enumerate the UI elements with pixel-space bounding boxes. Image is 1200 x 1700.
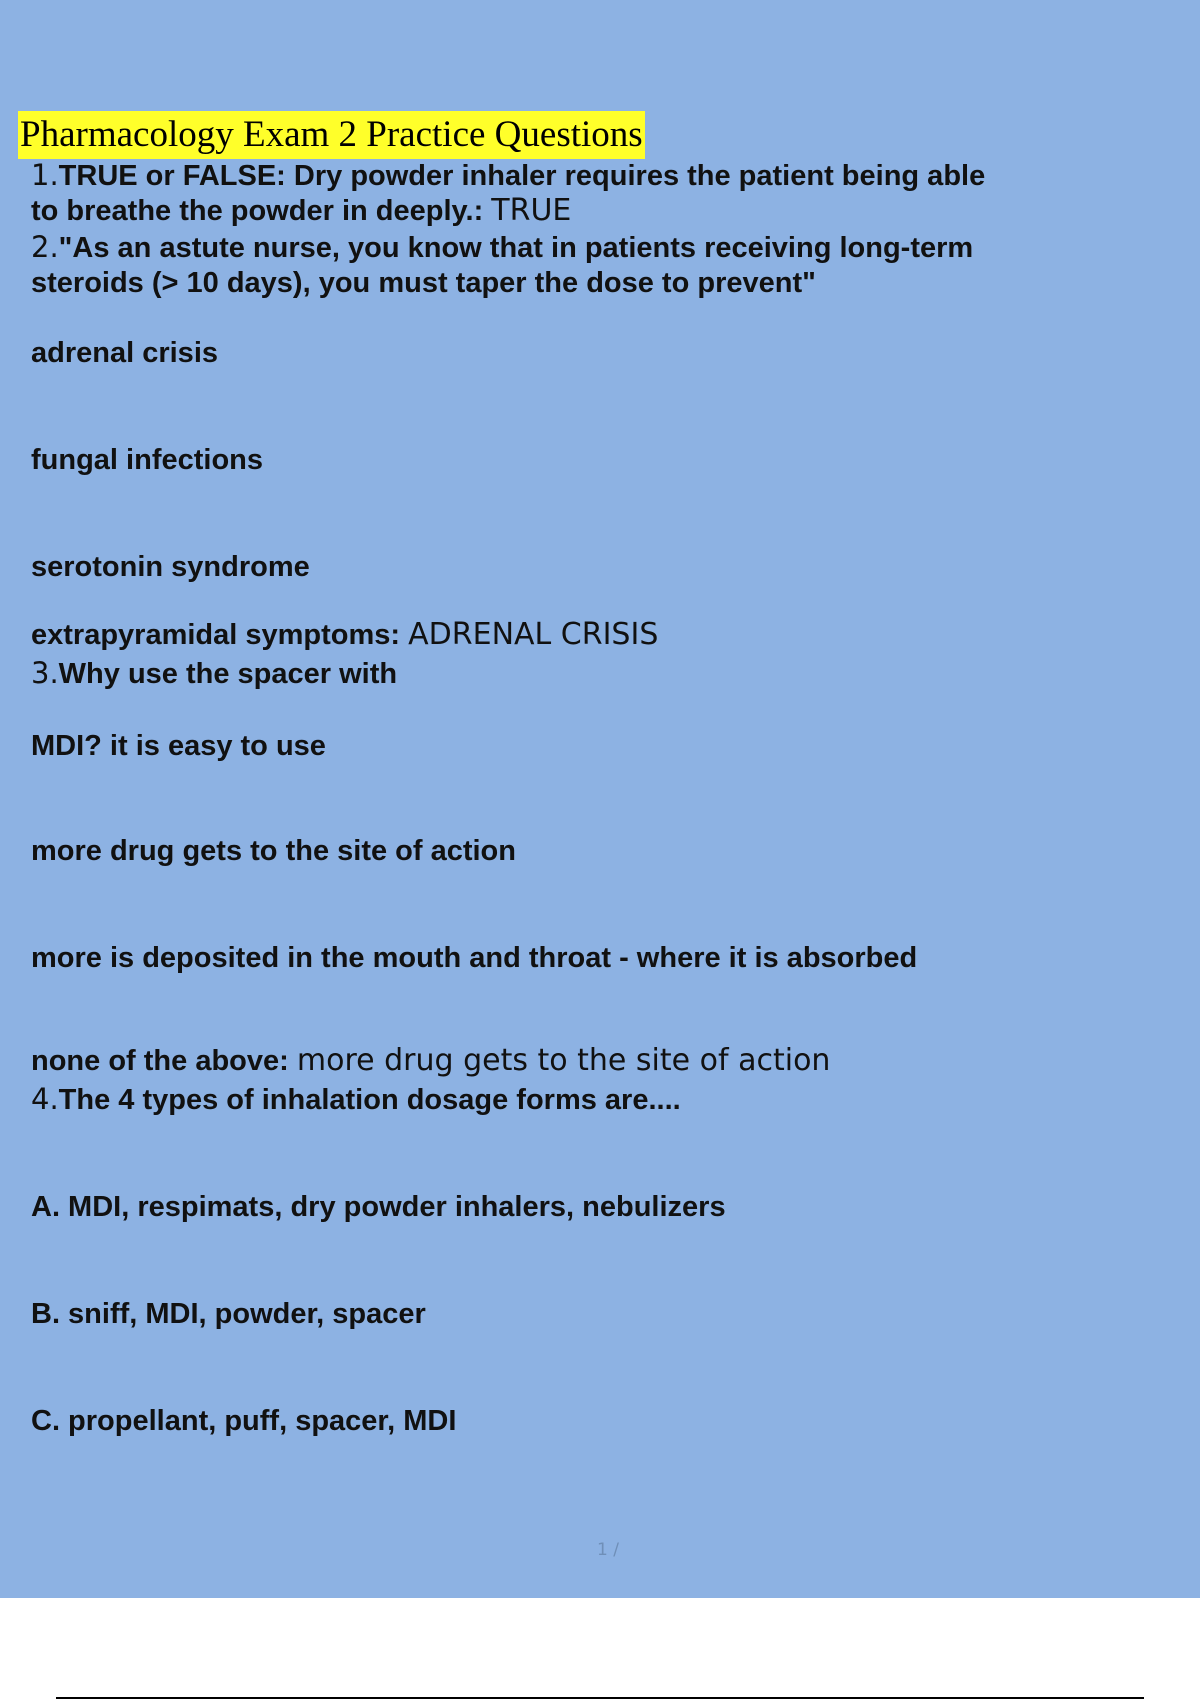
q2-option-4-text: extrapyramidal symptoms: xyxy=(31,619,401,651)
q3-option-1: MDI? it is easy to use xyxy=(31,730,326,762)
q4-option-a: A. MDI, respimats, dry powder inhalers, nebulizers xyxy=(31,1191,726,1223)
q4-line1 xyxy=(31,1081,681,1118)
footer-divider xyxy=(56,1697,1144,1699)
q2-option-3: serotonin syndrome xyxy=(31,551,310,583)
q1-number: 1. xyxy=(31,158,59,192)
q2-text-2: steroids (> 10 days), you must taper the dose to prevent" xyxy=(31,267,816,299)
q4-text-1: The 4 types of inhalation dosage forms are.... xyxy=(58,1084,681,1116)
q1-answer: TRUE xyxy=(491,193,572,228)
q3-text-1: Why use the spacer with xyxy=(58,658,398,690)
q3-line1 xyxy=(31,655,397,692)
q3-option-2: more drug gets to the site of action xyxy=(31,835,516,867)
q1-text-1: TRUE or FALSE: Dry powder inhaler requires the patient being able xyxy=(58,160,986,192)
q4-option-c: C. propellant, puff, spacer, MDI xyxy=(31,1405,457,1437)
page-number: 1 / xyxy=(597,1540,619,1560)
q2-text-1: "As an astute nurse, you know that in patients receiving long-term xyxy=(58,232,974,264)
q3-number: 3. xyxy=(31,656,59,690)
q3-option-4 xyxy=(31,1043,830,1079)
q2-answer: ADRENAL CRISIS xyxy=(408,617,659,652)
q3-option-4-text: none of the above: xyxy=(31,1045,289,1077)
q2-option-1: adrenal crisis xyxy=(31,337,218,369)
q2-number: 2. xyxy=(31,230,59,264)
q1-line1 xyxy=(31,157,985,194)
q3-option-3: more is deposited in the mouth and throat - where it is absorbed xyxy=(31,942,918,974)
q2-line2 xyxy=(31,265,816,301)
q2-line1 xyxy=(31,229,973,266)
q2-option-4 xyxy=(31,617,658,653)
q4-option-b: B. sniff, MDI, powder, spacer xyxy=(31,1298,426,1330)
q1-line2 xyxy=(31,193,571,229)
q1-text-2: to breathe the powder in deeply.: xyxy=(31,195,484,227)
document-title: Pharmacology Exam 2 Practice Questions xyxy=(18,111,645,159)
q2-option-2: fungal infections xyxy=(31,444,263,476)
q3-answer: more drug gets to the site of action xyxy=(296,1043,831,1078)
q4-number: 4. xyxy=(31,1082,59,1116)
